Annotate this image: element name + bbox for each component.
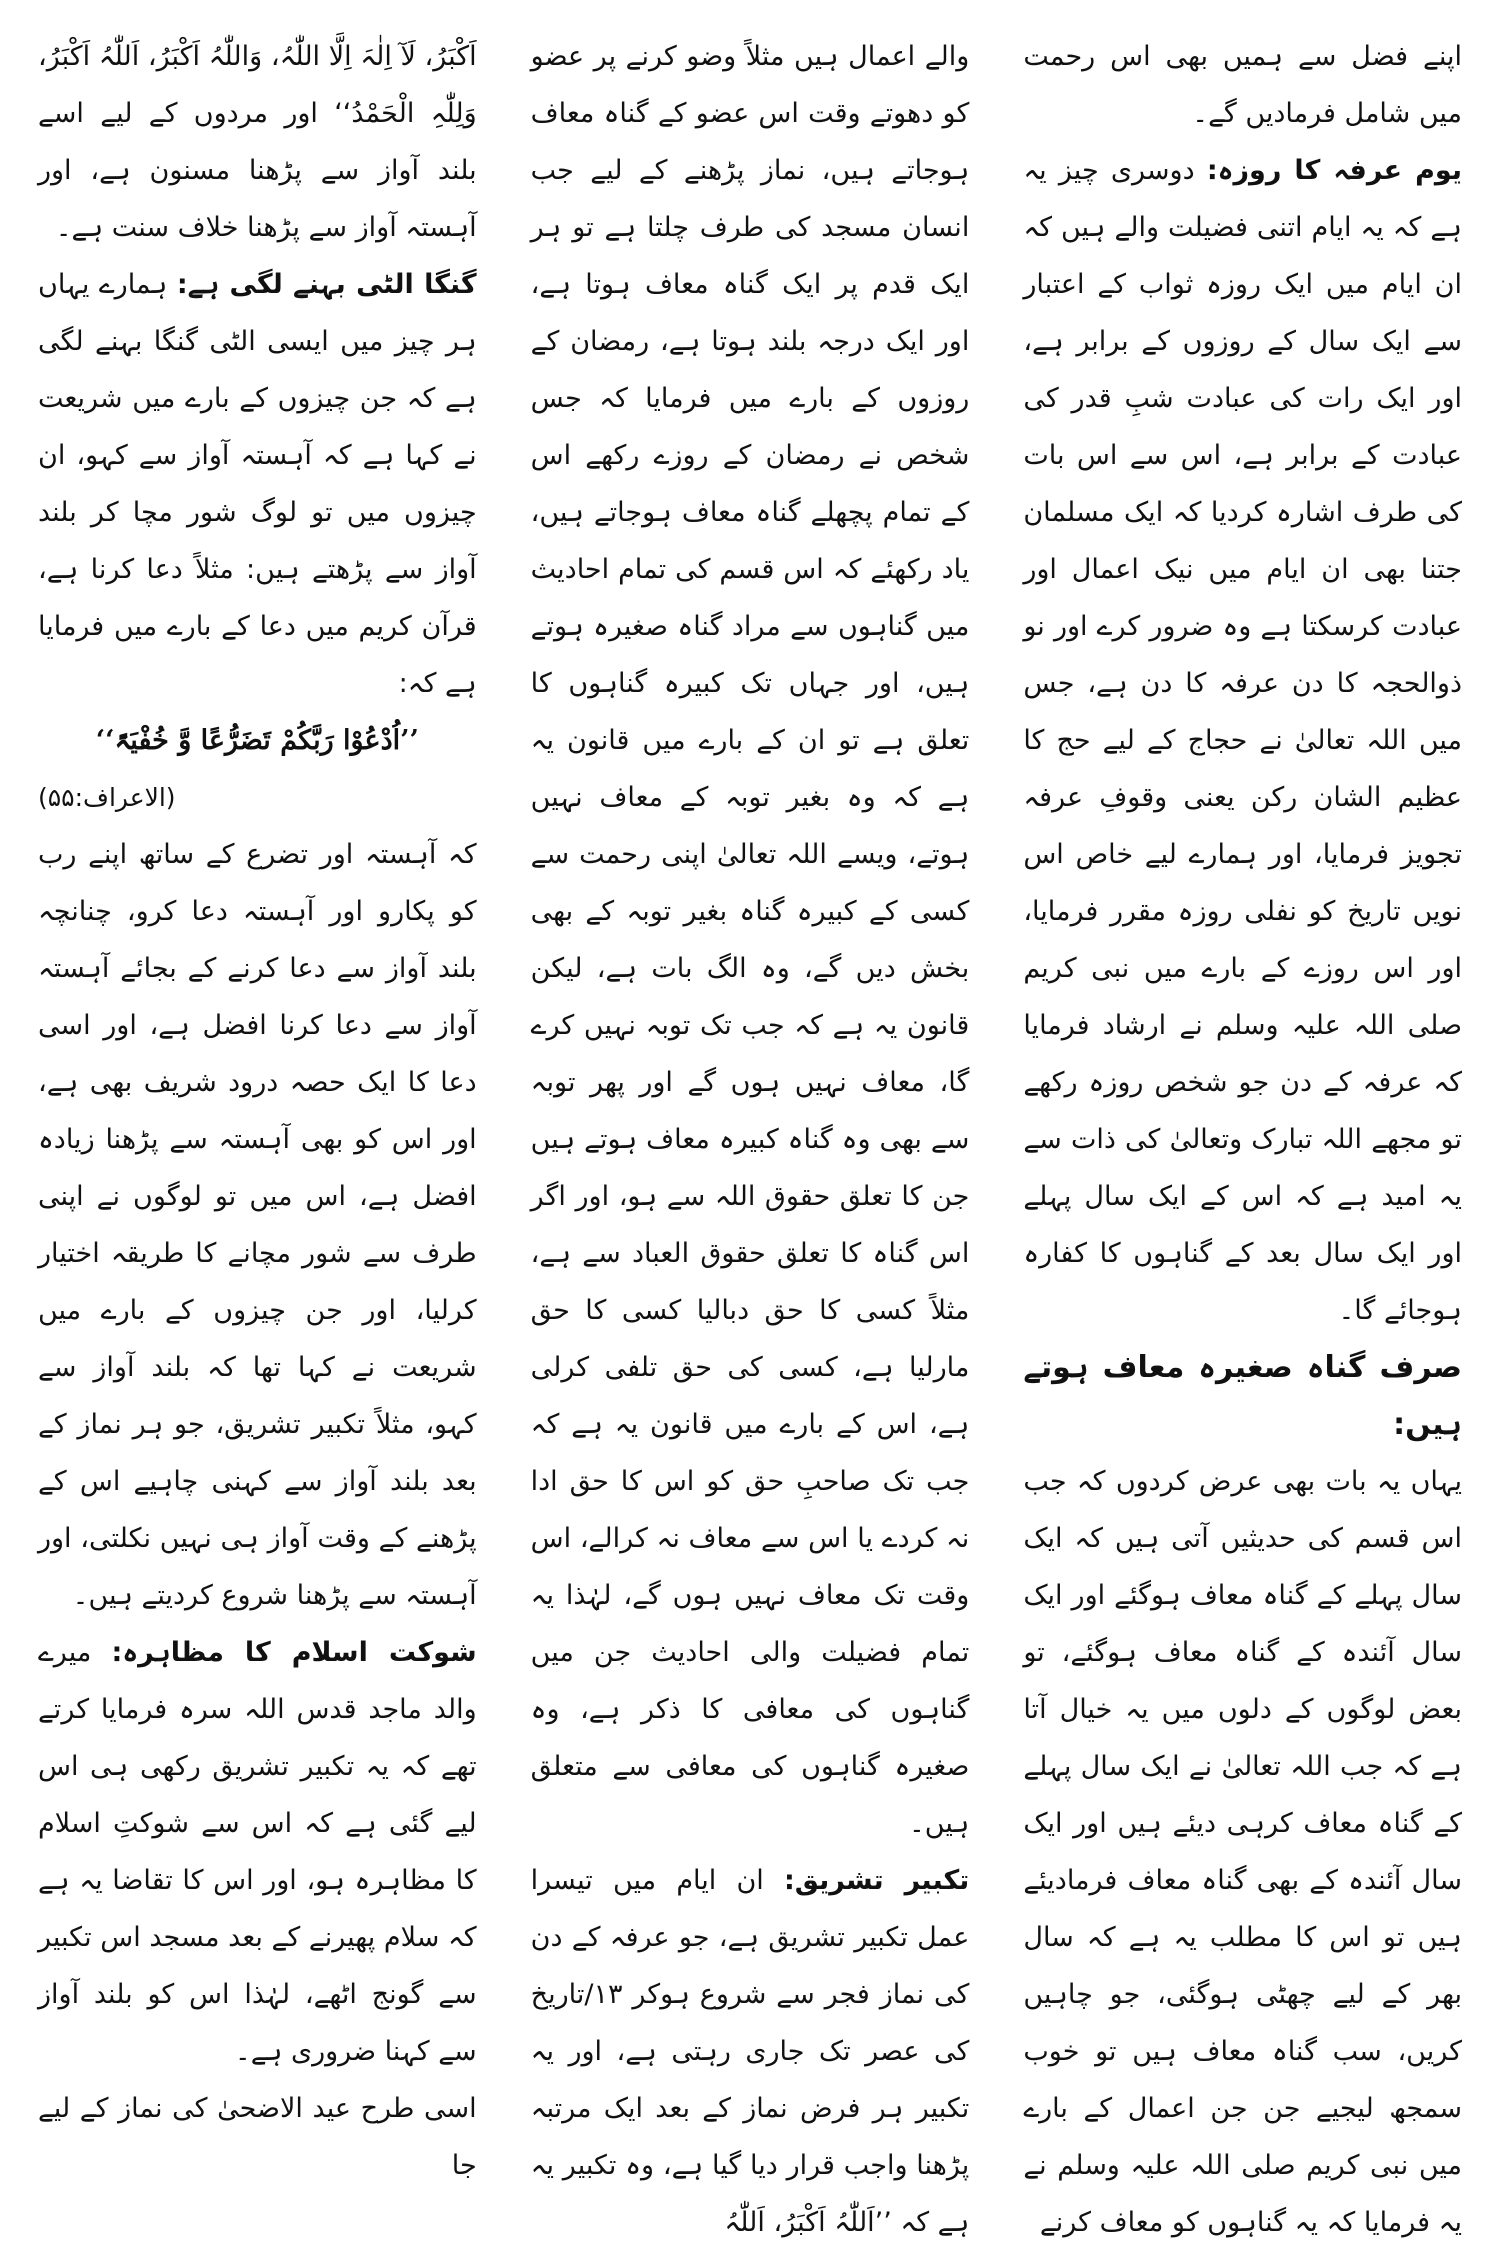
- paragraph-text: ان ایام میں تیسرا عمل تکبیر تشریق ہے، جو عرفہ کے دن کی نماز فجر سے شروع ہوکر ۱۳/تاریخ کی عصر تک جاری رہتی ہے، اور یہ تکبیر ہر فرض نماز کے بعد ایک مرتبہ پڑھنا واجب قرار دیا گیا ہے، وہ تکبیر یہ ہے کہ ’’اَللّٰہُ اَکْبَرُ، اَللّٰہُ: [530, 1865, 970, 2238]
- paragraph-text: ہمارے یہاں ہر چیز میں ایسی الٹی گنگا بہنے لگی ہے کہ جن چیزوں کے بارے میں شریعت نے کہا ہے کہ آہستہ آواز سے کہو، ان چیزوں میں تو لوگ شور مچا کر بلند آواز سے پڑھتے ہیں: مثلاً دعا کرنا ہے، قرآن کریم میں دعا کے بارے میں فرمایا ہے کہ:: [37, 269, 477, 699]
- section-heading: صرف گناہ صغیرہ معاف ہوتے ہیں:: [1023, 1350, 1462, 1442]
- paragraph-text: میرے والد ماجد قدس اللہ سرہ فرمایا کرتے تھے کہ یہ تکبیر تشریق رکھی ہی اس لیے گئی ہے کہ اس سے شوکتِ اسلام کا مظاہرہ ہو، اور اس کا تقاضا یہ ہے کہ سلام پھیرنے کے بعد مسجد اس تکبیر سے گونج اٹھے، لہٰذا اس کو بلند آواز سے کہنا ضروری ہے۔: [37, 1637, 477, 2067]
- paragraph: یہاں یہ بات بھی عرض کردوں کہ جب اس قسم کی حدیثیں آتی ہیں کہ ایک سال پہلے کے گناہ معاف ہوگئے اور ایک سال آئندہ کے گناہ معاف ہوگئے، تو بعض لوگوں کے دلوں میں یہ خیال آتا ہے کہ جب اللہ تعالیٰ نے ایک سال پہلے کے گناہ معاف کرہی دیئے ہیں اور ایک سال آئندہ کے بھی گناہ معاف فرمادیئے ہیں تو اس کا مطلب یہ ہے کہ سال بھر کے لیے چھٹی ہوگئی، جو چاہیں کریں، سب گناہ معاف ہیں تو خوب سمجھ لیجیے جن جن اعمال کے بارے میں نبی کریم صلی اللہ علیہ وسلم نے یہ فرمایا کہ یہ گناہوں کو معاف کرنے: [1023, 1466, 1462, 2238]
- verse-reference: (الاعراف:۵۵): [37, 783, 176, 812]
- paragraph: اپنے فضل سے ہمیں بھی اس رحمت میں شامل فرمادیں گے۔: [1023, 41, 1462, 129]
- paragraph-with-heading: [38, 1624, 477, 2080]
- paragraph-with-heading: [38, 256, 477, 712]
- section-heading: تکبیر تشریق:: [783, 1865, 970, 1896]
- paragraph-with-heading: [531, 1852, 970, 2251]
- paragraph: اَکْبَرُ، لَآ اِلٰہَ اِلَّا اللّٰہُ، وَاللّٰہُ اَکْبَرُ، اَللّٰہُ اَکْبَرُ، وَلِلّٰہِ الْحَمْدُ‘‘ اور مردوں کے لیے اسے بلند آواز سے پڑھنا مسنون ہے، اور آہستہ آواز سے پڑھنا خلاف سنت ہے۔: [37, 41, 477, 243]
- paragraph: والے اعمال ہیں مثلاً وضو کرنے پر عضو کو دھوتے وقت اس عضو کے گناہ معاف ہوجاتے ہیں، نماز پڑھنے کے لیے جب انسان مسجد کی طرف چلتا ہے تو ہر ایک قدم پر ایک گناہ معاف ہوتا ہے، اور ایک درجہ بلند ہوتا ہے، رمضان کے روزوں کے بارے میں فرمایا کہ جس شخص نے رمضان کے روزے رکھے اس کے تمام پچھلے گناہ معاف ہوجاتے ہیں، یاد رکھئے کہ اس قسم کی تمام احادیث میں گناہوں سے مراد گناہ صغیرہ ہوتے ہیں، اور جہاں تک کبیرہ گناہوں کا تعلق ہے تو ان کے بارے میں قانون یہ ہے کہ وہ بغیر توبہ کے معاف نہیں ہوتے، ویسے اللہ تعالیٰ اپنی رحمت سے کسی کے کبیرہ گناہ بغیر توبہ کے بھی بخش دیں گے، وہ الگ بات ہے، لیکن قانون یہ ہے کہ جب تک توبہ نہیں کرے گا، معاف نہیں ہوں گے اور پھر توبہ سے بھی وہ گناہ کبیرہ معاف ہوتے ہیں جن کا تعلق حقوق اللہ سے ہو، اور اگر اس گناہ کا تعلق حقوق العباد سے ہے، مثلاً کسی کا حق دبالیا کسی کا حق مارلیا ہے، کسی کی حق تلفی کرلی ہے، اس کے بارے میں قانون یہ ہے کہ جب تک صاحبِ حق کو اس کا حق ادا نہ کردے یا اس سے معاف نہ کرالے، اس وقت تک معاف نہیں ہوں گے، لہٰذا یہ تمام فضیلت والی احادیث جن میں گناہوں کی معافی کا ذکر ہے، وہ صغیرہ گناہوں کی معافی سے متعلق ہیں۔: [530, 41, 970, 1839]
- text-columns: [37, 28, 1462, 2238]
- column-left: [38, 28, 477, 2180]
- section-heading: گنگا الٹی بہنے لگی ہے:: [176, 269, 477, 300]
- paragraph: اسی طرح عید الاضحیٰ کی نماز کے لیے جا: [37, 2093, 477, 2181]
- column-middle: [530, 28, 970, 2238]
- column-right: [1023, 28, 1462, 2238]
- paragraph: کہ آہستہ اور تضرع کے ساتھ اپنے رب کو پکارو اور آہستہ دعا کرو، چنانچہ بلند آواز سے دعا کرنے کے بجائے آہستہ آواز سے دعا کرنا افضل ہے، اور اسی دعا کا ایک حصہ درود شریف بھی ہے، اور اس کو بھی آہستہ سے پڑھنا زیادہ افضل ہے، اس میں تو لوگوں نے اپنی طرف سے شور مچانے کا طریقہ اختیار کرلیا، اور جن چیزوں کے بارے میں شریعت نے کہا تھا کہ بلند آواز سے کہو، مثلاً تکبیر تشریق، جو ہر نماز کے بعد بلند آواز سے کہنی چاہیے اس کے پڑھنے کے وقت آواز ہی نہیں نکلتی، اور آہستہ سے پڑھنا شروع کردیتے ہیں۔: [37, 839, 477, 1611]
- paragraph-with-heading: [1023, 142, 1462, 1339]
- paragraph-text: دوسری چیز یہ ہے کہ یہ ایام اتنی فضیلت والے ہیں کہ ان ایام میں ایک روزہ ثواب کے اعتبار سے ایک سال کے روزوں کے برابر ہے، اور ایک رات کی عبادت شبِ قدر کی عبادت کے برابر ہے، اس سے اس بات کی طرف اشارہ کردیا کہ ایک مسلمان جتنا بھی ان ایام میں نیک اعمال اور عبادت کرسکتا ہے وہ ضرور کرے اور نو ذوالحجہ کا دن عرفہ کا دن ہے، جس میں اللہ تعالیٰ نے حجاج کے لیے حج کا عظیم الشان رکن یعنی وقوفِ عرفہ تجویز فرمایا، اور ہمارے لیے خاص اس نویں تاریخ کو نفلی روزہ مقرر فرمایا، اور اس روزے کے بارے میں نبی کریم صلی اللہ علیہ وسلم نے ارشاد فرمایا کہ عرفہ کے دن جو شخص روزہ رکھے تو مجھے اللہ تبارک وتعالیٰ کی ذات سے یہ امید ہے کہ اس کے ایک سال پہلے اور ایک سال بعد کے گناہوں کا کفارہ ہوجائے گا۔: [1023, 155, 1462, 1326]
- section-heading: شوکت اسلام کا مظاہرہ:: [111, 1637, 477, 1668]
- quran-verse: ’’اُدْعُوْا رَبَّکُمْ تَضَرُّعًا وَّ خُفْیَۃً‘‘: [95, 725, 419, 756]
- section-heading: یوم عرفہ کا روزہ:: [1206, 155, 1462, 186]
